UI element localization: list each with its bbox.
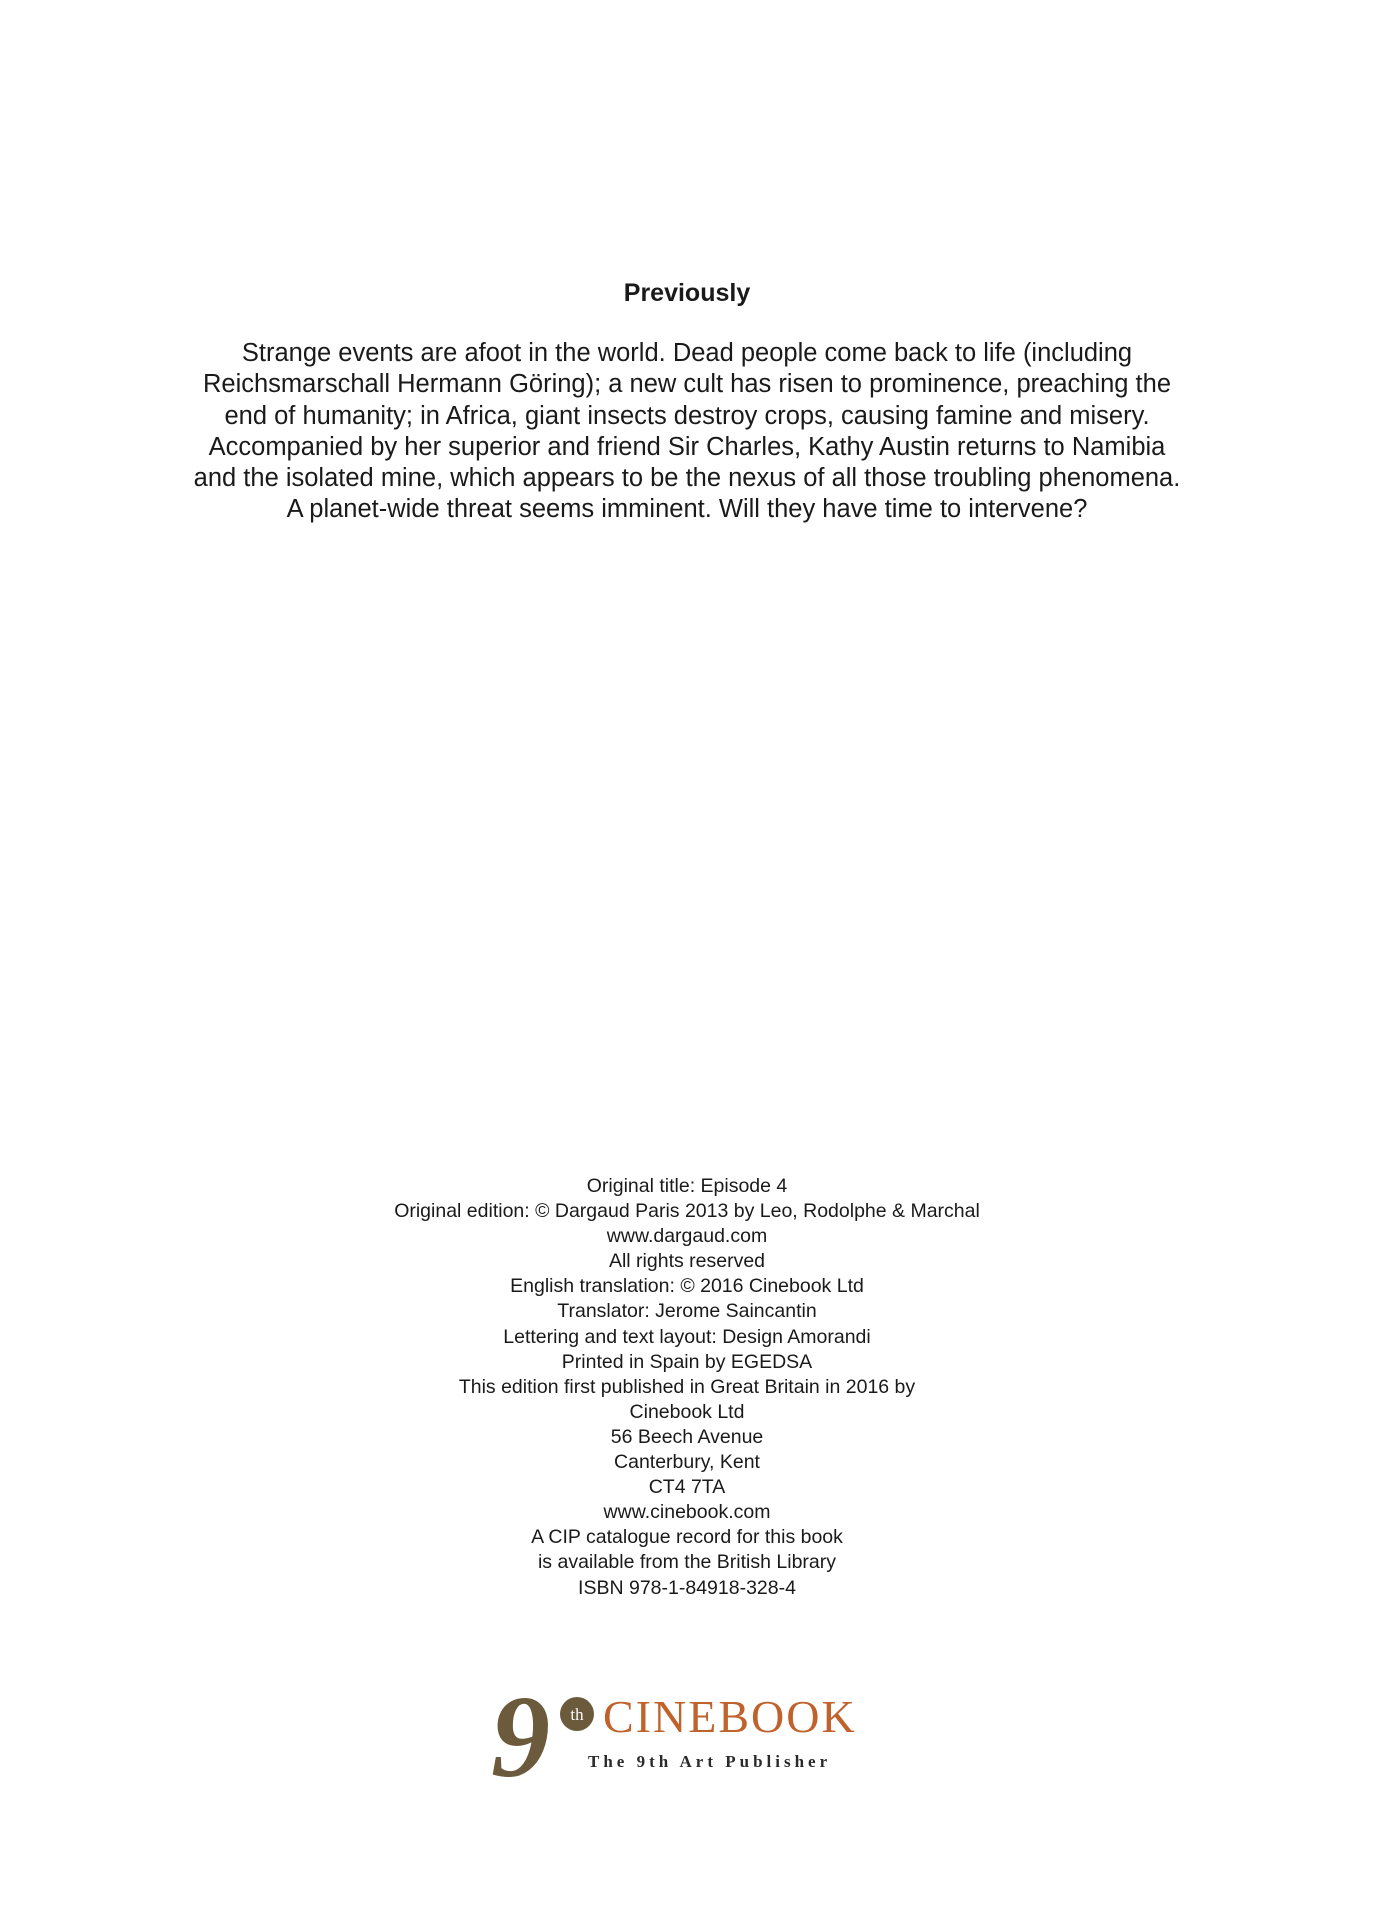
- summary-line: end of humanity; in Africa, giant insects destroy crops, causing famine and misery.: [224, 401, 1150, 430]
- logo-superscript: th: [570, 1705, 584, 1724]
- summary-line: Reichsmarschall Hermann Göring); a new cult has risen to prominence, preaching the: [202, 370, 1172, 399]
- ninth-art-logo-mark: [485, 1684, 595, 1784]
- credit-line: Original title: Episode 4: [586, 1175, 788, 1197]
- logo-numeral: 9: [491, 1684, 550, 1784]
- credit-line: Cinebook Ltd: [629, 1400, 745, 1423]
- summary-line: Strange events are afoot in the world. Dead people come back to life (including: [241, 339, 1133, 367]
- credit-line: Canterbury, Kent: [614, 1451, 760, 1474]
- cinebook-logo: [485, 1684, 885, 1784]
- logo-tagline: The 9th Art Publisher: [588, 1752, 832, 1771]
- credit-line: CT4 7TA: [648, 1476, 726, 1499]
- credit-line: A CIP catalogue record for this book: [531, 1526, 843, 1549]
- logo-wordmark: CINEBOOK: [603, 1691, 857, 1742]
- previously-title: Previously: [623, 279, 751, 307]
- credit-line: ISBN 978-1-84918-328-4: [578, 1576, 796, 1599]
- credit-line: All rights reserved: [608, 1250, 766, 1273]
- credit-line: is available from the British Library: [537, 1551, 837, 1574]
- credit-line: Original edition: © Dargaud Paris 2013 by Leo, Rodolphe & Marchal: [394, 1200, 980, 1223]
- summary-line: and the isolated mine, which appears to be the nexus of all those troubling phenomena.: [193, 464, 1181, 493]
- previously-summary: [0, 338, 1374, 526]
- credit-line: Lettering and text layout: Design Amorandi: [503, 1325, 871, 1348]
- credit-line: www.cinebook.com: [603, 1501, 771, 1524]
- credit-line: 56 Beech Avenue: [610, 1425, 764, 1448]
- copyright-credits: [0, 1174, 1374, 1601]
- credit-line: Printed in Spain by EGEDSA: [561, 1350, 813, 1373]
- credit-line: English translation: © 2016 Cinebook Ltd: [510, 1275, 864, 1298]
- credit-line: Translator: Jerome Saincantin: [557, 1300, 817, 1323]
- credit-line: www.dargaud.com: [606, 1225, 768, 1248]
- previously-section: [0, 276, 1374, 526]
- summary-line: A planet-wide threat seems imminent. Will they have time to intervene?: [286, 495, 1088, 524]
- credit-line: This edition first published in Great Britain in 2016 by: [458, 1375, 916, 1398]
- summary-line: Accompanied by her superior and friend Sir Charles, Kathy Austin returns to Namibia: [208, 432, 1166, 461]
